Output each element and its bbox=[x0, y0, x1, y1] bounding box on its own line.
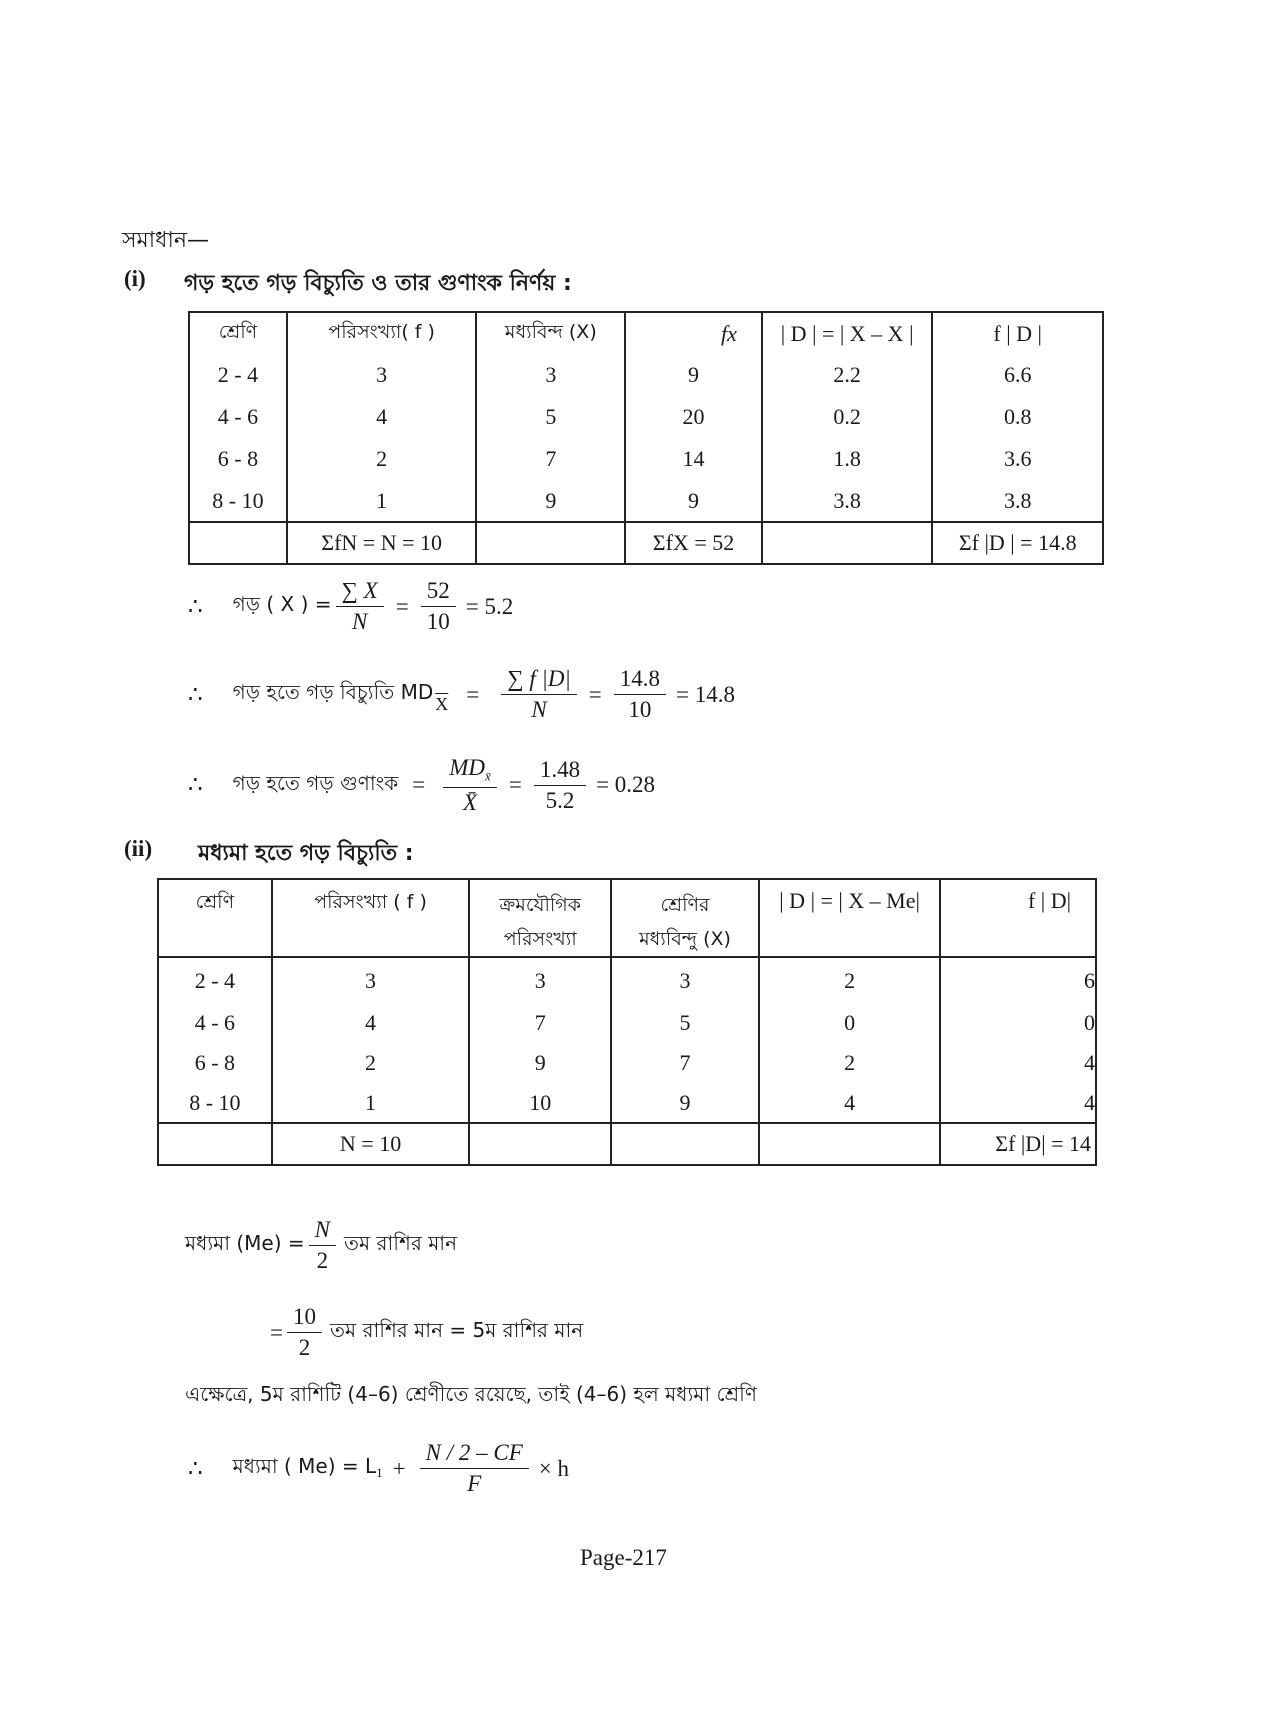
fraction bbox=[336, 578, 384, 635]
cell: 9 bbox=[625, 354, 762, 396]
cell: 0.8 bbox=[932, 396, 1103, 438]
fraction bbox=[443, 755, 497, 816]
cell: 6.6 bbox=[932, 354, 1103, 396]
header-line: ক্রমযৌগিক bbox=[499, 894, 582, 916]
fraction bbox=[534, 757, 586, 814]
cell: 14 bbox=[625, 438, 762, 480]
fraction bbox=[501, 666, 577, 723]
table-row bbox=[158, 1083, 1096, 1123]
numerator-subscript: x̄ bbox=[485, 768, 491, 784]
cell: 2 - 4 bbox=[158, 957, 272, 1003]
table-row bbox=[189, 396, 1103, 438]
mean-lhs: গড় ( X ) = bbox=[232, 592, 332, 616]
equals: = bbox=[508, 772, 522, 798]
median-rhs: তম রাশির মান bbox=[344, 1231, 458, 1255]
median-lhs: মধ্যমা (Me) = bbox=[185, 1231, 305, 1255]
denominator: 10 bbox=[426, 609, 450, 634]
numerator: ∑ f |D| bbox=[501, 666, 577, 695]
cell: 3.8 bbox=[932, 480, 1103, 522]
total-cell: ΣfN = N = 10 bbox=[287, 522, 477, 564]
table-header-row bbox=[158, 879, 1096, 957]
cell: 3 bbox=[287, 354, 477, 396]
header-cumulative bbox=[469, 879, 611, 957]
header-f-abs-deviation: f | D | bbox=[932, 312, 1103, 354]
cell: 4 bbox=[759, 1083, 940, 1123]
table-totals-row bbox=[158, 1123, 1096, 1165]
coef-lhs: গড় হতে গড় গুণাংক bbox=[232, 770, 399, 795]
cell: 2 bbox=[287, 438, 477, 480]
table-header-row bbox=[189, 312, 1103, 354]
cell: 9 bbox=[469, 1043, 611, 1083]
cell: 8 - 10 bbox=[158, 1083, 272, 1123]
denominator: N bbox=[351, 609, 368, 634]
cell: 6 - 8 bbox=[189, 438, 287, 480]
table-row bbox=[189, 354, 1103, 396]
median-formula-lhs: মধ্যমা ( Me) = L bbox=[232, 1454, 377, 1478]
table-median-deviation bbox=[157, 878, 1097, 1166]
page-number: Page-217 bbox=[580, 1545, 667, 1570]
cell: 4 bbox=[940, 1083, 1096, 1123]
therefore-symbol: ∴ bbox=[188, 1455, 203, 1481]
total-cell bbox=[158, 1123, 272, 1165]
equals: = bbox=[412, 772, 426, 798]
fraction bbox=[287, 1304, 322, 1361]
times-h: × h bbox=[538, 1455, 570, 1481]
cell: 4 - 6 bbox=[158, 1003, 272, 1043]
header-line: মধ্যবিন্দু (X) bbox=[639, 928, 731, 950]
denominator: 10 bbox=[628, 697, 652, 722]
plus: + bbox=[392, 1455, 406, 1481]
cell: 2 bbox=[759, 1043, 940, 1083]
part1-number: (i) bbox=[124, 266, 146, 291]
cell: 9 bbox=[611, 1083, 759, 1123]
total-cell: Σf |D | = 14.8 bbox=[932, 522, 1103, 564]
cell: 6 - 8 bbox=[158, 1043, 272, 1083]
equation-mean-deviation bbox=[188, 666, 735, 723]
total-cell bbox=[759, 1123, 940, 1165]
numerator: N / 2 – CF bbox=[420, 1440, 529, 1469]
fraction bbox=[614, 666, 666, 723]
cell: 4 bbox=[940, 1043, 1096, 1083]
cell: 3.6 bbox=[932, 438, 1103, 480]
fraction bbox=[420, 1440, 529, 1497]
denominator: 2 bbox=[298, 1335, 311, 1360]
cell: 3 bbox=[476, 354, 625, 396]
equals: = bbox=[270, 1319, 283, 1345]
numerator: 14.8 bbox=[614, 666, 666, 695]
cell: 5 bbox=[476, 396, 625, 438]
header-midpoint bbox=[611, 879, 759, 957]
header-class: শ্রেণি bbox=[189, 312, 287, 354]
cell: 10 bbox=[469, 1083, 611, 1123]
result: = 0.28 bbox=[596, 772, 656, 798]
table-row bbox=[158, 957, 1096, 1003]
header-class: শ্রেণি bbox=[158, 879, 272, 957]
result: = 14.8 bbox=[676, 681, 735, 707]
numerator: N bbox=[309, 1217, 336, 1246]
table-row bbox=[189, 438, 1103, 480]
header-abs-deviation: | D | = | X – Me| bbox=[759, 879, 940, 957]
l-subscript: 1 bbox=[376, 1464, 383, 1480]
median-rhs: তম রাশির মান = 5ম রাশির মান bbox=[329, 1318, 584, 1342]
cell: 1 bbox=[272, 1083, 470, 1123]
denominator: X̄ bbox=[463, 789, 478, 815]
cell: 2.2 bbox=[762, 354, 933, 396]
numerator: 1.48 bbox=[534, 757, 586, 786]
cell: 0 bbox=[759, 1003, 940, 1043]
total-cell bbox=[762, 522, 933, 564]
cell: 0 bbox=[940, 1003, 1096, 1043]
equals: = bbox=[395, 593, 409, 619]
denominator: N bbox=[531, 697, 547, 722]
total-cell: ΣfX = 52 bbox=[625, 522, 762, 564]
cell: 9 bbox=[625, 480, 762, 522]
therefore-symbol: ∴ bbox=[188, 593, 203, 619]
cell: 5 bbox=[611, 1003, 759, 1043]
numerator: ∑ X bbox=[336, 578, 384, 607]
equals: = bbox=[466, 681, 480, 707]
equation-coefficient bbox=[188, 755, 655, 816]
median-step-2 bbox=[270, 1304, 583, 1361]
cell: 1 bbox=[287, 480, 477, 522]
cell: 20 bbox=[625, 396, 762, 438]
denominator: 5.2 bbox=[545, 787, 575, 813]
table-row bbox=[189, 480, 1103, 522]
cell: 2 - 4 bbox=[189, 354, 287, 396]
header-line: পরিসংখ্যা bbox=[503, 928, 577, 950]
numerator: MD bbox=[449, 755, 486, 780]
table-row bbox=[158, 1003, 1096, 1043]
equation-mean bbox=[188, 578, 513, 635]
cell: 4 bbox=[287, 396, 477, 438]
header-f-abs-deviation: f | D| bbox=[940, 879, 1096, 957]
part2-number: (ii) bbox=[124, 836, 153, 861]
cell: 8 - 10 bbox=[189, 480, 287, 522]
md-lhs: গড় হতে গড় বিচ্যুতি MD bbox=[232, 680, 434, 704]
header-abs-deviation: | D | = | X – X | bbox=[762, 312, 933, 354]
table-totals-row bbox=[189, 522, 1103, 564]
solution-label: সমাধান— bbox=[122, 228, 209, 253]
therefore-symbol: ∴ bbox=[188, 772, 203, 798]
header-frequency: পরিসংখ্যা ( f ) bbox=[272, 879, 470, 957]
numerator: 10 bbox=[287, 1304, 322, 1333]
header-frequency: পরিসংখ্যা( f ) bbox=[287, 312, 477, 354]
numerator: 52 bbox=[421, 578, 456, 607]
table-mean-deviation bbox=[188, 311, 1104, 565]
cell: 0.2 bbox=[762, 396, 933, 438]
cell: 1.8 bbox=[762, 438, 933, 480]
median-step-1 bbox=[185, 1217, 457, 1274]
cell: 2 bbox=[759, 957, 940, 1003]
cell: 3 bbox=[469, 957, 611, 1003]
cell: 3 bbox=[611, 957, 759, 1003]
total-cell bbox=[469, 1123, 611, 1165]
equals: = bbox=[588, 681, 602, 707]
cell: 3 bbox=[272, 957, 470, 1003]
total-cell bbox=[611, 1123, 759, 1165]
header-line: শ্রেণির bbox=[660, 894, 710, 916]
median-note: এক্ষেত্রে, 5ম রাশিটি (4–6) শ্রেণীতে রয়েছে, তাই (4–6) হল মধ্যমা শ্রেণি bbox=[185, 1382, 757, 1406]
fraction bbox=[309, 1217, 336, 1274]
md-subscript: $\overline{X}$ bbox=[435, 694, 449, 714]
total-cell: Σf |D| = 14 bbox=[940, 1123, 1096, 1165]
cell: 4 - 6 bbox=[189, 396, 287, 438]
cell: 7 bbox=[611, 1043, 759, 1083]
cell: 2 bbox=[272, 1043, 470, 1083]
cell: 3.8 bbox=[762, 480, 933, 522]
header-midpoint: মধ্যবিন্দ (X) bbox=[476, 312, 625, 354]
cell: 7 bbox=[476, 438, 625, 480]
total-cell: N = 10 bbox=[272, 1123, 470, 1165]
cell: 9 bbox=[476, 480, 625, 522]
fraction bbox=[421, 578, 456, 635]
total-cell bbox=[476, 522, 625, 564]
therefore-symbol: ∴ bbox=[188, 681, 203, 707]
table-row bbox=[158, 1043, 1096, 1083]
denominator: 2 bbox=[316, 1248, 329, 1273]
result: = 5.2 bbox=[465, 593, 514, 619]
total-cell bbox=[189, 522, 287, 564]
denominator: F bbox=[467, 1471, 482, 1496]
cell: 7 bbox=[469, 1003, 611, 1043]
median-formula bbox=[188, 1440, 569, 1497]
part2-title: মধ্যমা হতে গড় বিচ্যুতি : bbox=[198, 841, 414, 866]
header-fx: fx bbox=[625, 312, 762, 354]
cell: 6 bbox=[940, 957, 1096, 1003]
cell: 4 bbox=[272, 1003, 470, 1043]
part1-title: গড় হতে গড় বিচ্যুতি ও তার গুণাংক নির্ণয় : bbox=[184, 271, 572, 296]
